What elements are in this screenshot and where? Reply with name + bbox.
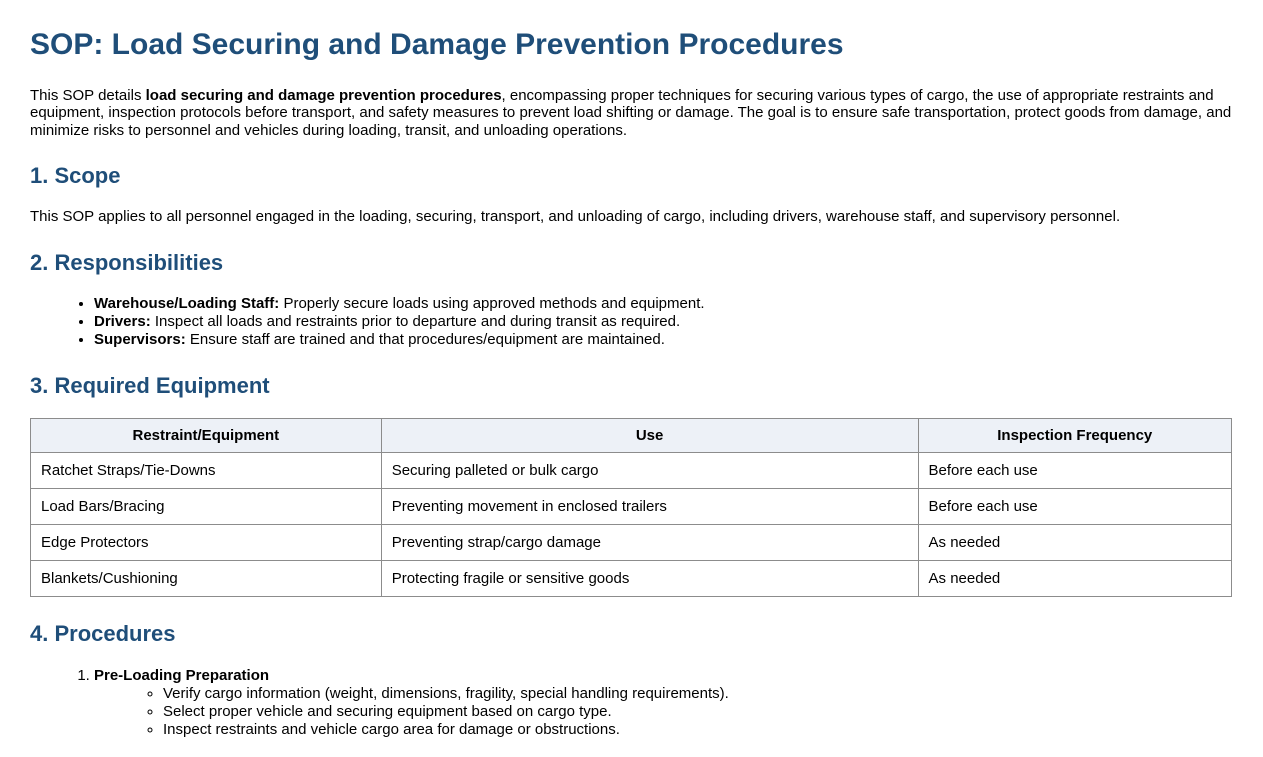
procedure-substeps-list: [94, 685, 1232, 739]
responsibility-label: Drivers:: [94, 313, 151, 331]
section-heading-scope: 1. Scope: [30, 163, 121, 188]
table-row: [31, 525, 1232, 561]
table-cell-restraint: Ratchet Straps/Tie-Downs: [31, 453, 382, 489]
procedure-step: [94, 667, 1232, 739]
intro-text-bold: load securing and damage prevention procedures: [145, 86, 502, 104]
scope-paragraph: This SOP applies to all personnel engaged in the loading, securing, transport, and unloading of cargo, including drivers, warehouse staff, and supervisory personnel.: [30, 208, 1121, 226]
intro-text-post: , encompassing proper techniques for securing various types of cargo, the use of appropriate restraints and equipment, inspection protocols before transport, and safety measures to prevent load shifting or damage. The goal is to ensure safe transportation, protect goods from damage, and minimize risks to personnel and vehicles during loading, transit, and unloading operations.: [30, 86, 1232, 139]
responsibility-text: Ensure staff are trained and that procedures/equipment are maintained.: [185, 331, 665, 349]
procedure-step-title: Pre-Loading Preparation: [94, 666, 270, 684]
section-heading-equipment: 3. Required Equipment: [30, 373, 270, 399]
table-cell-use: Preventing strap/cargo damage: [381, 525, 918, 561]
table-cell-restraint: Edge Protectors: [31, 525, 382, 561]
section-heading-responsibilities: 2. Responsibilities: [30, 249, 224, 275]
table-header-restraint-equipment: Restraint/Equipment: [31, 419, 382, 453]
responsibility-label: Warehouse/Loading Staff:: [94, 295, 280, 313]
intro-text-pre: This SOP details: [30, 86, 146, 104]
procedure-substep: ◦ Inspect restraints and vehicle cargo area for damage or obstructions.: [163, 721, 1232, 739]
table-cell-frequency: As needed: [918, 561, 1231, 597]
table-cell-restraint: Load Bars/Bracing: [31, 489, 382, 525]
responsibility-text: Properly secure loads using approved methods and equipment.: [279, 295, 705, 313]
table-row: [31, 489, 1232, 525]
table-cell-use: Protecting fragile or sensitive goods: [381, 561, 918, 597]
table-cell-frequency: Before each use: [918, 453, 1231, 489]
responsibility-item: [94, 331, 1232, 349]
responsibility-label: Supervisors:: [94, 331, 186, 349]
table-cell-restraint: Blankets/Cushioning: [31, 561, 382, 597]
table-header-row: [31, 419, 1232, 453]
document-page: [0, 28, 1263, 739]
procedure-substep: ◦ Select proper vehicle and securing equipment based on cargo type.: [163, 703, 1232, 721]
procedures-list: [30, 667, 1232, 739]
table-cell-frequency: As needed: [918, 525, 1231, 561]
responsibility-item: [94, 313, 1232, 331]
table-row: [31, 453, 1232, 489]
section-heading-procedures: 4. Procedures: [30, 621, 176, 647]
responsibility-item: [94, 295, 1232, 313]
table-cell-use: Securing palleted or bulk cargo: [381, 453, 918, 489]
table-cell-use: Preventing movement in enclosed trailers: [381, 489, 918, 525]
table-cell-frequency: Before each use: [918, 489, 1231, 525]
table-header-inspection-frequency: Inspection Frequency: [918, 419, 1231, 453]
responsibility-text: Inspect all loads and restraints prior to departure and during transit as required.: [150, 313, 681, 331]
responsibilities-list: [30, 295, 1232, 349]
procedure-substep: ◦ Verify cargo information (weight, dimensions, fragility, special handling requirements).: [163, 685, 1232, 703]
equipment-table: [30, 418, 1232, 597]
table-row: [31, 561, 1232, 597]
table-header-use: Use: [381, 419, 918, 453]
intro-paragraph: [30, 87, 1232, 140]
page-title: SOP: Load Securing and Damage Prevention Procedures: [30, 28, 844, 61]
